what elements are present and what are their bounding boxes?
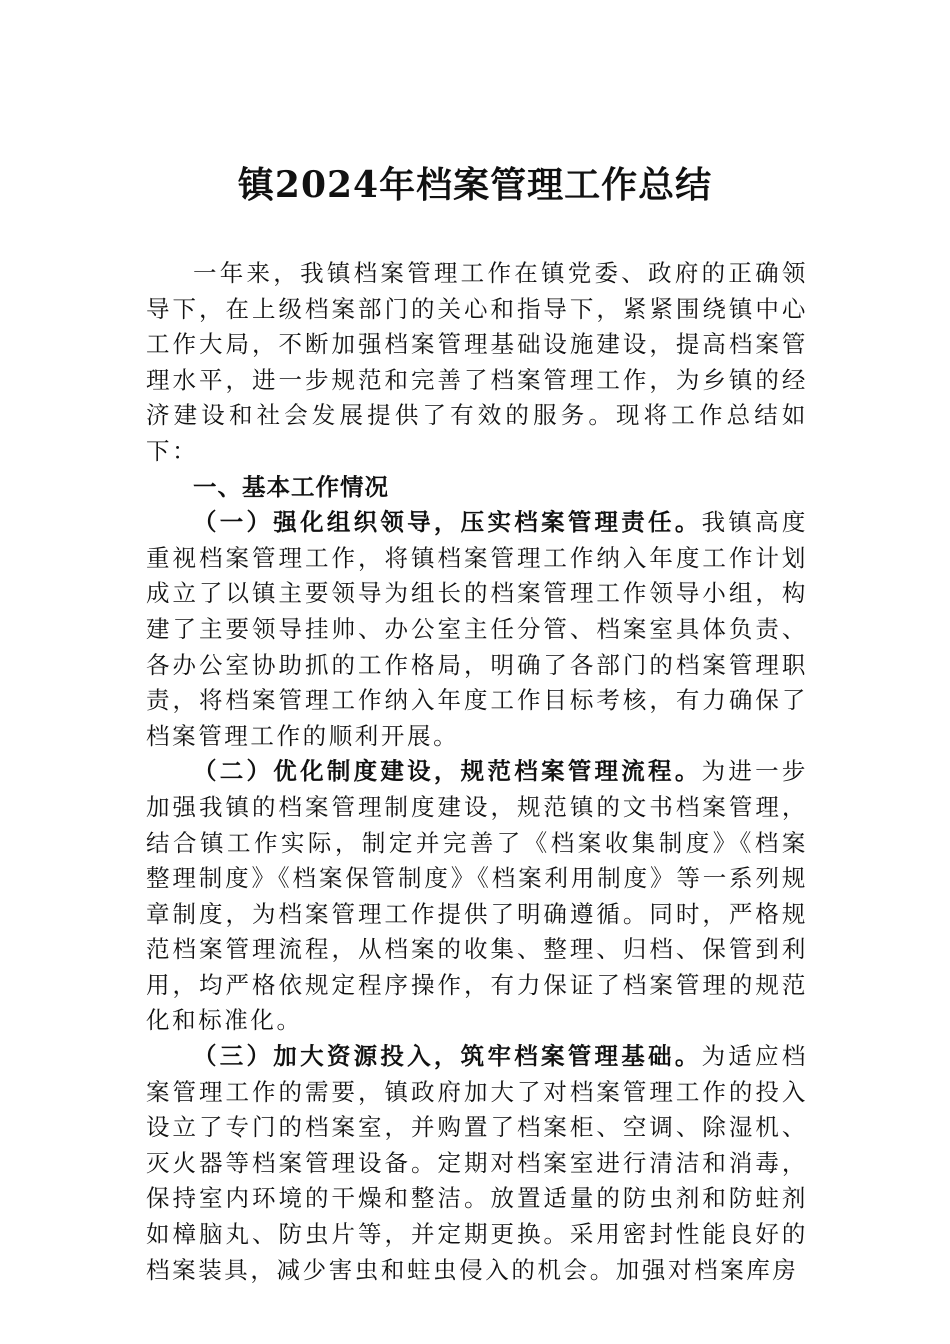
item-text-2: 为进一步加强我镇的档案管理制度建设，规范镇的文书档案管理，结合镇工作实际，制定并完善了《档案收集制度》《档案整理制度》《档案保管制度》《档案利用制度》等一系列规章制度，为档案管理工作提供了明确遵循。同时，严格规范档案管理流程，从档案的收集、整理、归档、保管到利用，均严格依规定程序操作，有力保证了档案管理的规范化和标准化。	[146, 757, 808, 1035]
document-title: 镇2024年档案管理工作总结	[237, 164, 713, 206]
intro-paragraph: 一年来，我镇档案管理工作在镇党委、政府的正确领导下，在上级档案部门的关心和指导下，紧紧围绕镇中心工作大局，不断加强档案管理基础设施建设，提高档案管理水平，进一步规范和完善了档案管理工作，为乡镇的经济建设和社会发展提供了有效的服务。现将工作总结如下：	[146, 259, 808, 465]
item-paragraph-1	[146, 505, 808, 754]
document-body	[146, 256, 808, 1288]
item-paragraph-3	[146, 1039, 808, 1288]
item-lead-3: （三）加大资源投入，筑牢档案管理基础。	[193, 1042, 702, 1071]
item-paragraph-2	[146, 754, 808, 1039]
item-text-1: 我镇高度重视档案管理工作，将镇档案管理工作纳入年度工作计划成立了以镇主要领导为组长的档案管理工作领导小组，构建了主要领导挂帅、办公室主任分管、档案室具体负责、各办公室协助抓的工作格局，明确了各部门的档案管理职责，将档案管理工作纳入年度工作目标考核，有力确保了档案管理工作的顺利开展。	[146, 508, 808, 750]
item-text-3: 为适应档案管理工作的需要，镇政府加大了对档案管理工作的投入设立了专门的档案室，并购置了档案柜、空调、除湿机、灭火器等档案管理设备。定期对档案室进行清洁和消毒，保持室内环境的干燥和整洁。放置适量的防虫剂和防蛀剂如樟脑丸、防虫片等，并定期更换。采用密封性能良好的档案装具，减少害虫和蛀虫侵入的机会。加强对档案库房	[146, 1042, 808, 1284]
item-lead-1: （一）强化组织领导，压实档案管理责任。	[193, 508, 702, 537]
section-heading: 一、基本工作情况	[193, 472, 389, 501]
item-lead-2: （二）优化制度建设，规范档案管理流程。	[193, 757, 702, 786]
